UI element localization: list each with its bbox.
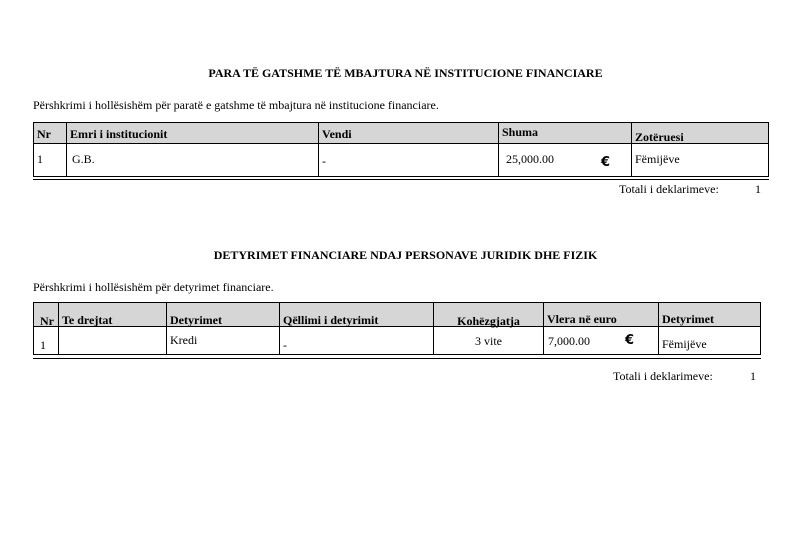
cell-amount [498,144,631,176]
section1-table-header [33,122,769,144]
cell-value [543,327,658,354]
euro-icon: € [601,155,611,170]
header-nr: Nr [40,314,54,328]
section1-total-value: 1 [755,182,761,196]
header-institution: Emri i institucionit [66,123,318,143]
section1-table-row [33,144,769,176]
amount-value: 25,000.00 [506,152,554,166]
header-purpose: Qëllimi i detyrimit [279,303,433,326]
section1-description: Përshkrimi i hollësishëm për paratë e gatshme të mbajtura në institucione financiare. [33,98,439,112]
cell-obligation: Kredi [166,327,279,354]
section1-title: PARA TË GATSHME TË MBAJTURA NË INSTITUCIONE FINANCIARE [208,66,603,80]
section2-description: Përshkrimi i hollësishëm për detyrimet financiare. [33,280,274,294]
header-obligations: Detyrimet [166,303,279,326]
section2-table-bottom-border [33,354,761,355]
cell-obligation-to: Fëmijëve [658,327,760,354]
cell-purpose: - [279,327,433,354]
cell-nr: 1 [37,152,43,166]
header-country: Vendi [318,123,498,143]
header-owner: Zotëruesi [631,123,768,143]
header-rights: Te drejtat [58,303,166,326]
section2-table-row [33,327,761,354]
section2-table-bottom-border-2 [33,358,761,359]
cell-nr: 1 [40,338,46,352]
section2-total-value: 1 [750,369,756,383]
value-amount: 7,000.00 [548,334,590,348]
section1-total-label: Totali i deklarimeve: [619,182,719,196]
section1-table-bottom-border [33,176,769,177]
cell-owner: Fëmijëve [631,144,768,176]
euro-icon: € [625,333,635,348]
header-amount: Shuma [498,123,631,143]
header-obligations-to: Detyrimet [658,303,760,326]
section2-title: DETYRIMET FINANCIARE NDAJ PERSONAVE JURIDIK DHE FIZIK [213,248,598,262]
section1-table-bottom-border-2 [33,179,769,180]
header-duration: Kohëzgjatja [433,303,543,326]
cell-duration: 3 vite [433,327,543,354]
cell-rights [58,327,166,354]
header-value-euro: Vlera në euro [543,303,658,326]
cell-country: - [318,144,498,176]
section2-total-label: Totali i deklarimeve: [613,369,713,383]
cell-institution: G.B. [66,144,318,176]
section2-table-header [33,302,761,327]
header-nr: Nr [37,127,51,141]
